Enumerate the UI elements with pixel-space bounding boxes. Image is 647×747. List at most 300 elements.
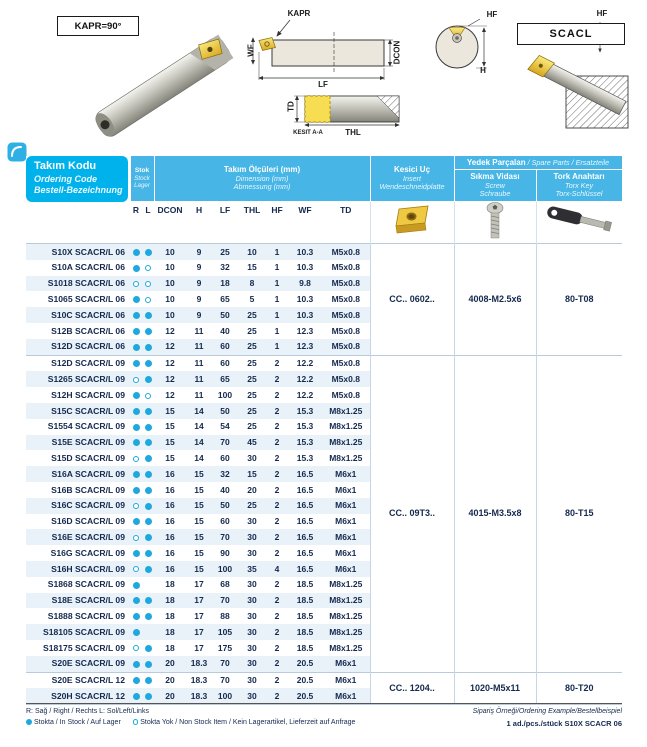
scacl-text: SCACL — [549, 28, 593, 40]
dim-lf-cell: 70 — [212, 435, 238, 451]
non-stock-dot — [133, 377, 139, 383]
ordering-code-box — [26, 156, 128, 202]
code-cell: S20H SCACR/L 12 — [26, 688, 130, 704]
stock-l-cell — [142, 672, 154, 688]
code-cell: S12B SCACR/L 06 — [51, 325, 125, 336]
product-table — [26, 155, 623, 705]
stock-r-cell — [130, 323, 142, 339]
dim-hf-cell: 2 — [274, 389, 280, 400]
in-stock-dot — [133, 344, 140, 351]
dim-td-cell: M6x1 — [322, 529, 370, 545]
torx-key-header: Tork Anahtarı Torx Key Torx-Schlüssel — [536, 170, 622, 202]
dim-thl-cell: 30 — [238, 672, 266, 688]
dim-td-cell: M6x1 — [335, 516, 357, 527]
dim-h-cell: 17 — [194, 610, 204, 621]
stock-r-cell — [130, 435, 142, 451]
dim-dcon-cell: 16 — [165, 484, 175, 495]
col-header-r: R — [130, 202, 142, 244]
code-cell: S16H SCACR/L 09 — [26, 561, 130, 577]
in-stock-dot — [26, 719, 32, 725]
code-cell: S10X SCACR/L 06 — [26, 244, 130, 260]
in-stock-dot — [145, 645, 152, 652]
in-stock-dot — [145, 471, 152, 478]
dim-lf-cell: 60 — [220, 516, 230, 527]
dim-h-cell: 15 — [194, 516, 204, 527]
dim-thl-cell: 25 — [238, 355, 266, 371]
dim-dcon-cell: 18 — [165, 610, 175, 621]
dim-hf-cell: 1 — [274, 294, 280, 305]
dim-dcon-cell: 16 — [154, 561, 186, 577]
dim-td-cell: M5x0.8 — [322, 355, 370, 371]
dim-h-cell: 18.3 — [186, 672, 212, 688]
col-header-td: TD — [322, 202, 370, 244]
ordering-code-title-tr: Takım Kodu — [34, 160, 97, 173]
dim-wf-cell: 15.3 — [296, 421, 314, 432]
dim-dcon-cell: 20 — [154, 656, 186, 672]
dim-lf-cell: 100 — [217, 389, 233, 400]
dim-dcon-cell: 10 — [165, 262, 175, 273]
stock-l-cell — [142, 593, 154, 609]
dim-td-cell: M8x1.25 — [329, 453, 363, 463]
dim-label-hf-circle: HF — [486, 10, 498, 19]
dim-td-cell: M8x1.25 — [329, 642, 363, 653]
kesit-section-drawing — [294, 96, 399, 125]
stock-r-cell — [130, 593, 142, 609]
stock-l-cell — [142, 276, 154, 292]
dim-h-cell: 9 — [196, 262, 202, 273]
dim-wf-cell: 16.5 — [288, 498, 322, 514]
code-cell: S1065 SCACR/L 06 — [47, 293, 125, 304]
code-cell: S16A SCACR/L 09 — [26, 466, 130, 482]
dim-thl-cell: 25 — [238, 403, 266, 419]
dim-hf-cell: 2 — [266, 529, 288, 545]
code-cell: S1554 SCACR/L 09 — [47, 421, 125, 432]
dim-wf-cell: 12.2 — [288, 355, 322, 371]
stock-l-cell — [142, 371, 154, 387]
stock-r-cell — [130, 624, 142, 640]
stock-r-cell — [130, 466, 142, 482]
in-stock-dot — [145, 439, 152, 446]
dim-hf-cell: 2 — [266, 688, 288, 704]
dim-thl-cell: 15 — [238, 466, 266, 482]
code-cell: S20E SCACR/L 09 — [26, 656, 130, 672]
stock-r-cell — [130, 656, 142, 672]
dim-h-cell: 17 — [186, 624, 212, 640]
non-stock-dot — [133, 456, 139, 462]
side-view-drawing — [253, 20, 393, 80]
dim-wf-cell: 12.2 — [296, 389, 314, 400]
dim-wf-cell: 15.3 — [288, 403, 322, 419]
dim-hf-cell: 2 — [274, 610, 280, 621]
dim-wf-cell: 18.5 — [296, 642, 314, 653]
non-stock-dot — [145, 393, 151, 399]
legend-non-stock: Stokta Yok / Non Stock Item / Kein Lagerartikel, Lieferzeit auf Anfrage — [133, 719, 356, 726]
legend-right-left: R: Sağ / Right / Rechts L: Sol/Left/Links — [26, 708, 149, 715]
dim-lf-cell: 40 — [220, 325, 230, 336]
dim-dcon-cell: 20 — [154, 688, 186, 704]
dim-label-lf: LF — [318, 80, 328, 89]
torx-key-code-cell: 80-T20 — [536, 672, 622, 705]
dim-lf-cell: 65 — [212, 371, 238, 387]
stock-l-cell — [142, 339, 154, 355]
stock-l-cell — [142, 355, 154, 371]
dim-hf-cell: 1 — [266, 276, 288, 292]
table-row — [26, 355, 622, 371]
dim-h-cell: 17 — [194, 642, 204, 653]
stock-header: Stok Stock Lager — [130, 156, 154, 202]
stock-r-cell — [130, 577, 142, 593]
table-row — [26, 244, 622, 260]
stock-r-cell — [130, 339, 142, 355]
in-stock-dot — [145, 376, 152, 383]
code-cell: S15D SCACR/L 09 — [51, 452, 125, 463]
dim-td-cell: M6x1 — [335, 547, 357, 558]
spare-parts-header: Yedek Parçalan / Spare Parts / Ersatzteile — [454, 156, 622, 170]
dim-h-cell: 9 — [196, 294, 202, 305]
dim-td-cell: M5x0.8 — [322, 244, 370, 260]
dim-hf-cell: 2 — [266, 593, 288, 609]
dim-td-cell: M5x0.8 — [331, 325, 360, 336]
section-circle-drawing — [436, 19, 487, 68]
dim-thl-cell: 20 — [247, 484, 257, 495]
dim-dcon-cell: 18 — [165, 579, 175, 590]
ordering-code-title-en: Ordering Code — [34, 174, 98, 185]
dim-lf-cell: 32 — [212, 466, 238, 482]
dim-td-cell: M6x1 — [322, 656, 370, 672]
dim-td-cell: M8x1.25 — [329, 579, 363, 590]
in-stock-dot — [133, 629, 140, 636]
in-stock-dot — [145, 566, 152, 573]
dim-lf-cell: 105 — [212, 624, 238, 640]
insert-code-cell: CC.. 09T3.. — [370, 355, 454, 672]
in-stock-dot — [133, 392, 140, 399]
col-header-dcon: DCON — [154, 202, 186, 244]
dim-wf-cell: 18.5 — [296, 610, 314, 621]
dim-dcon-cell: 20 — [154, 672, 186, 688]
in-stock-dot — [133, 408, 140, 415]
dim-hf-cell: 2 — [266, 435, 288, 451]
in-stock-dot — [133, 582, 140, 589]
dim-hf-cell: 1 — [274, 262, 280, 273]
stock-l-cell — [142, 498, 154, 514]
dim-h-cell: 14 — [194, 453, 204, 463]
screw-code-cell: 4015-M3.5x8 — [454, 355, 536, 672]
stock-l-cell — [142, 656, 154, 672]
torx-key-code-cell: 80-T15 — [536, 355, 622, 672]
stock-r-cell — [130, 307, 142, 323]
dim-dcon-cell: 12 — [165, 389, 175, 400]
in-stock-dot — [145, 312, 152, 319]
dim-wf-cell: 18.5 — [296, 579, 314, 590]
dim-lf-cell: 90 — [220, 547, 230, 558]
legend-in-stock: Stokta / In Stock / Auf Lager — [26, 719, 121, 726]
dim-dcon-cell: 18 — [154, 593, 186, 609]
dim-thl-cell: 30 — [247, 610, 257, 621]
dim-lf-cell: 60 — [220, 453, 230, 463]
dim-thl-cell: 25 — [247, 421, 257, 432]
stock-l-cell — [142, 323, 154, 339]
in-stock-dot — [133, 487, 140, 494]
torx-key-image — [536, 202, 622, 244]
torx-key-icon — [544, 203, 614, 239]
dim-thl-cell: 30 — [247, 516, 257, 527]
dim-hf-cell: 2 — [266, 355, 288, 371]
dim-h-cell: 11 — [194, 389, 204, 400]
in-stock-dot — [133, 661, 140, 668]
dim-lf-cell: 70 — [212, 656, 238, 672]
dim-hf-cell: 2 — [274, 516, 280, 527]
dim-h-cell: 11 — [186, 355, 212, 371]
stock-l-cell — [142, 640, 154, 656]
dim-lf-cell: 60 — [212, 355, 238, 371]
code-cell: S1868 SCACR/L 09 — [47, 579, 125, 590]
dim-thl-cell: 10 — [238, 244, 266, 260]
code-cell: S16B SCACR/L 09 — [51, 484, 125, 495]
code-cell: S15E SCACR/L 09 — [26, 435, 130, 451]
stock-r-cell — [130, 608, 142, 624]
dim-hf-cell: 1 — [274, 325, 280, 336]
dim-wf-cell: 16.5 — [296, 516, 314, 527]
dim-wf-cell: 15.3 — [296, 453, 314, 463]
dim-wf-cell: 16.5 — [288, 529, 322, 545]
dim-lf-cell: 88 — [220, 610, 230, 621]
in-stock-dot — [133, 471, 140, 478]
dim-thl-cell: 30 — [247, 642, 257, 653]
non-stock-dot — [145, 281, 151, 287]
dim-thl-cell: 35 — [238, 561, 266, 577]
dim-dcon-cell: 16 — [154, 529, 186, 545]
col-header-h: H — [186, 202, 212, 244]
stock-l-cell — [142, 387, 154, 403]
code-cell: S16E SCACR/L 09 — [26, 529, 130, 545]
stock-l-cell — [142, 403, 154, 419]
dim-wf-cell: 16.5 — [288, 561, 322, 577]
code-cell: S12H SCACR/L 09 — [51, 389, 125, 400]
kapr-angle-text: KAPR=90° — [74, 20, 122, 32]
code-cell: S12D SCACR/L 09 — [26, 355, 130, 371]
dim-dcon-cell: 12 — [154, 371, 186, 387]
dim-wf-cell: 12.2 — [288, 371, 322, 387]
dim-lf-cell: 175 — [217, 642, 233, 653]
dim-thl-cell: 30 — [238, 624, 266, 640]
stock-r-cell — [130, 640, 142, 656]
dim-dcon-cell: 16 — [154, 498, 186, 514]
in-stock-dot — [145, 597, 152, 604]
code-cell: S16C SCACR/L 09 — [26, 498, 130, 514]
stock-l-cell — [142, 529, 154, 545]
dim-hf-cell: 2 — [266, 466, 288, 482]
dim-td-cell: M5x0.8 — [331, 294, 360, 305]
dim-label-td: TD — [286, 101, 296, 112]
stock-r-cell — [130, 545, 142, 561]
dim-thl-cell: 30 — [238, 529, 266, 545]
stock-l-cell — [142, 514, 154, 530]
dim-dcon-cell: 10 — [154, 276, 186, 292]
dim-lf-cell: 32 — [220, 262, 230, 273]
insert-header: Kesici Uç Insert Wendeschneidplatte — [370, 156, 454, 202]
dim-thl-cell: 25 — [247, 389, 257, 400]
stock-l-cell — [142, 450, 154, 466]
dim-label-thl: THL — [345, 128, 361, 137]
page-tab-icon — [7, 142, 27, 162]
dim-thl-cell: 25 — [238, 498, 266, 514]
stock-r-cell — [130, 387, 142, 403]
dim-thl-cell: 25 — [247, 325, 257, 336]
dim-dcon-cell: 16 — [154, 466, 186, 482]
dim-h-cell: 9 — [186, 244, 212, 260]
dim-wf-cell: 20.5 — [288, 672, 322, 688]
code-cell: S18175 SCACR/L 09 — [42, 642, 125, 653]
in-stock-dot — [145, 677, 152, 684]
tool-3d-render — [90, 33, 233, 140]
dim-hf-cell: 2 — [266, 672, 288, 688]
in-stock-dot — [145, 661, 152, 668]
screw-header: Sıkma Vidası Screw Schraube — [454, 170, 536, 202]
dim-wf-cell: 16.5 — [296, 547, 314, 558]
dim-hf-cell: 2 — [274, 579, 280, 590]
dim-h-cell: 9 — [186, 307, 212, 323]
code-cell: S10C SCACR/L 06 — [26, 307, 130, 323]
insert-code-cell: CC.. 1204.. — [370, 672, 454, 705]
dim-hf-cell: 1 — [266, 339, 288, 355]
stock-r-cell — [130, 355, 142, 371]
in-stock-dot — [133, 360, 140, 367]
dim-lf-cell: 100 — [212, 688, 238, 704]
dim-lf-cell: 18 — [212, 276, 238, 292]
dim-label-kapr: KAPR — [287, 9, 311, 18]
dim-hf-cell: 2 — [274, 642, 280, 653]
non-stock-dot — [133, 281, 139, 287]
dim-thl-cell: 30 — [238, 688, 266, 704]
dim-label-wf: WF — [246, 44, 256, 57]
dim-lf-cell: 54 — [220, 421, 230, 432]
dim-dcon-cell: 12 — [154, 339, 186, 355]
legend-stock — [26, 719, 365, 726]
non-stock-dot — [133, 719, 139, 725]
dim-td-cell: M6x1 — [322, 561, 370, 577]
dim-dcon-cell: 12 — [165, 325, 175, 336]
dim-h-cell: 15 — [194, 547, 204, 558]
table-row — [26, 672, 622, 688]
dim-td-cell: M8x1.25 — [322, 624, 370, 640]
in-stock-dot — [133, 424, 140, 431]
non-stock-dot — [133, 535, 139, 541]
dim-wf-cell: 20.5 — [288, 656, 322, 672]
dim-td-cell: M5x0.8 — [322, 307, 370, 323]
stock-r-cell — [130, 672, 142, 688]
dim-lf-cell: 50 — [212, 307, 238, 323]
in-stock-dot — [145, 503, 152, 510]
dimensions-header: Takım Ölçüleri (mm) Dimension (mm) Abmessung (mm) — [154, 156, 370, 202]
technical-drawings — [0, 0, 647, 152]
in-stock-dot — [133, 677, 140, 684]
dim-dcon-cell: 15 — [165, 453, 175, 463]
in-stock-dot — [145, 408, 152, 415]
stock-l-cell — [142, 260, 154, 276]
dim-dcon-cell: 16 — [165, 547, 175, 558]
dim-dcon-cell: 10 — [154, 307, 186, 323]
stock-r-cell — [130, 561, 142, 577]
stock-r-cell — [130, 403, 142, 419]
dim-h-cell: 15 — [186, 561, 212, 577]
dim-lf-cell: 70 — [212, 672, 238, 688]
in-stock-dot — [133, 249, 140, 256]
dim-h-cell: 15 — [186, 466, 212, 482]
insert-image — [370, 202, 454, 244]
in-stock-dot — [133, 597, 140, 604]
in-stock-dot — [145, 693, 152, 700]
code-cell: S16D SCACR/L 09 — [51, 516, 125, 527]
dim-thl-cell: 5 — [249, 294, 255, 305]
dim-lf-cell: 40 — [220, 484, 230, 495]
dim-thl-cell: 30 — [238, 593, 266, 609]
dim-dcon-cell: 10 — [165, 294, 175, 305]
in-stock-dot — [133, 328, 140, 335]
dim-h-cell: 18.3 — [186, 656, 212, 672]
screw-code-cell: 4008-M2.5x6 — [454, 244, 536, 356]
dim-wf-cell: 18.5 — [288, 624, 322, 640]
dim-thl-cell: 30 — [238, 656, 266, 672]
dim-dcon-cell: 15 — [154, 435, 186, 451]
in-stock-dot — [145, 534, 152, 541]
non-stock-dot — [145, 297, 151, 303]
dim-wf-cell: 12.3 — [288, 339, 322, 355]
stock-r-cell — [130, 291, 142, 307]
in-stock-dot — [133, 613, 140, 620]
dim-hf-cell: 2 — [266, 498, 288, 514]
in-stock-dot — [133, 550, 140, 557]
in-stock-dot — [145, 344, 152, 351]
in-stock-dot — [133, 296, 140, 303]
stock-r-cell — [130, 529, 142, 545]
ordering-code-title-de: Bestell-Bezeichnung — [34, 185, 123, 196]
col-header-wf: WF — [288, 202, 322, 244]
dim-label-dcon: DCON — [392, 40, 402, 65]
stock-l-cell — [142, 608, 154, 624]
dim-h-cell: 15 — [186, 498, 212, 514]
dim-h-cell: 15 — [194, 484, 204, 495]
dim-hf-cell: 1 — [266, 244, 288, 260]
stock-r-cell — [130, 419, 142, 435]
dim-td-cell: M5x0.8 — [322, 339, 370, 355]
in-stock-dot — [145, 518, 152, 525]
dim-h-cell: 17 — [186, 593, 212, 609]
dim-dcon-cell: 18 — [165, 642, 175, 653]
in-stock-dot — [133, 693, 140, 700]
dim-hf-cell: 2 — [274, 421, 280, 432]
page-footer — [26, 703, 622, 730]
dim-h-cell: 18.3 — [186, 688, 212, 704]
code-cell: S20E SCACR/L 12 — [26, 672, 130, 688]
dim-lf-cell: 70 — [212, 593, 238, 609]
dim-td-cell: M6x1 — [322, 466, 370, 482]
ordering-example — [473, 708, 622, 730]
dim-td-cell: M5x0.8 — [331, 389, 360, 400]
dim-lf-cell: 68 — [220, 579, 230, 590]
code-cell: S18E SCACR/L 09 — [26, 593, 130, 609]
dim-wf-cell: 10.3 — [288, 307, 322, 323]
code-cell: S12D SCACR/L 06 — [26, 339, 130, 355]
dim-h-cell: 14 — [186, 435, 212, 451]
stock-l-cell — [142, 466, 154, 482]
in-stock-dot — [145, 487, 152, 494]
code-cell: S16G SCACR/L 09 — [50, 547, 125, 558]
screw-code-cell: 1020-M5x11 — [454, 672, 536, 705]
dim-label-hf-right: HF — [596, 9, 608, 18]
dim-td-cell: M6x1 — [335, 484, 357, 495]
code-cell: S1888 SCACR/L 09 — [47, 610, 125, 621]
dim-hf-cell: 2 — [274, 453, 280, 463]
